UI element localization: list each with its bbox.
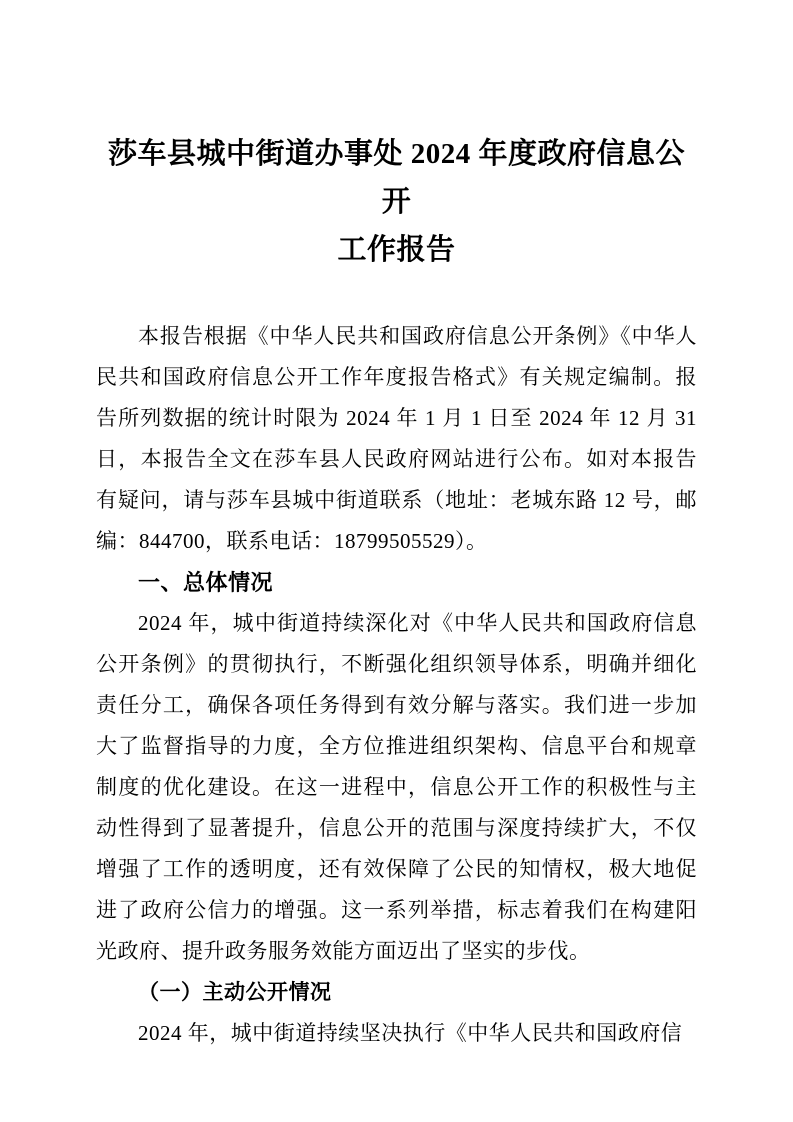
report-title-line-1: 莎车县城中街道办事处 2024 年度政府信息公开 (107, 138, 685, 218)
report-title-line-2: 工作报告 (337, 234, 456, 266)
proactive-disclosure-paragraph: 2024 年，城中街道持续坚决执行《中华人民共和国政府信 (138, 1021, 683, 1045)
overall-situation-paragraph: 2024 年，城中街道持续深化对《中华人民共和国政府信息公开条例》的贯彻执行，不断强化组织领导体系，明确并细化责任分工，确保各项任务得到有效分解与落实。我们进一步加大了监督指导的力度，全方位推进组织架构、信息平台和规章制度的优化建设。在这一进程中，信息公开工作的积极性与主动性得到了显著提升，信息公开的范围与深度持续扩大，不仅增强了工作的透明度，还有效保障了公民的知情权，极大地促进了政府公信力的增强。这一系列举措，标志着我们在构建阳光政府、提升政务服务效能方面迈出了坚实的步伐。 (96, 611, 697, 963)
report-title (96, 130, 697, 274)
intro-paragraph: 本报告根据《中华人民共和国政府信息公开条例》《中华人民共和国政府信息公开工作年度报告格式》有关规定编制。报告所列数据的统计时限为 2024 年 1 月 1 日至 2024 年 12 月 31 日，本报告全文在莎车县人民政府网站进行公布。如对本报告有疑问，请与莎车县城中街道联系（地址：老城东路 12 号，邮编：844700，联系电话：18799505529）。 (96, 324, 697, 553)
section-heading-overall-situation: 一、总体情况 (138, 570, 274, 595)
subsection-heading-proactive-disclosure: （一）主动公开情况 (138, 980, 332, 1004)
report-body (96, 316, 697, 1054)
